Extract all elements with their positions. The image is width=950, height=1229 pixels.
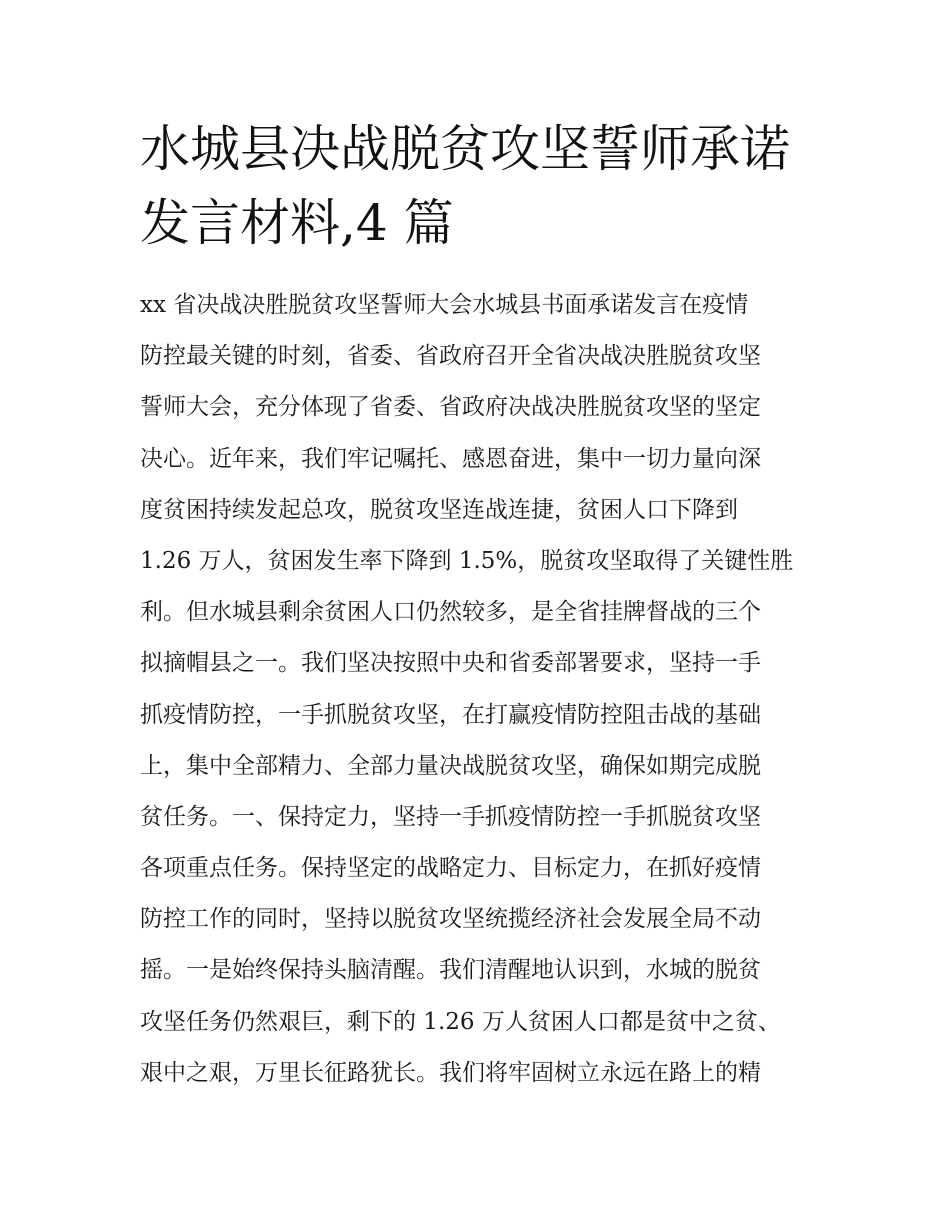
body-line: 防控工作的同时，坚持以脱贫攻坚统揽经济社会发展全局不动 <box>140 906 761 933</box>
document-title <box>140 112 820 260</box>
body-line: xx 省决战决胜脱贫攻坚誓师大会水城县书面承诺发言在疫情 <box>140 292 749 318</box>
document-body <box>140 280 812 1099</box>
body-line: 上，集中全部精力、全部力量决战脱贫攻坚，确保如期完成脱 <box>140 752 761 779</box>
body-line: 决心。近年来，我们牢记嘱托、感恩奋进，集中一切力量向深 <box>140 445 761 472</box>
body-line: 誓师大会，充分体现了省委、省政府决战决胜脱贫攻坚的坚定 <box>140 394 761 421</box>
body-line: 度贫困持续发起总攻，脱贫攻坚连战连捷，贫困人口下降到 <box>140 496 738 523</box>
body-line: 攻坚任务仍然艰巨，剩下的 1.26 万人贫困人口都是贫中之贫、 <box>140 1008 781 1035</box>
title-line-1: 水城县决战脱贫攻坚誓师承诺 <box>140 120 790 178</box>
body-line: 抓疫情防控，一手抓脱贫攻坚，在打赢疫情防控阻击战的基础 <box>140 701 761 728</box>
title-line-2: 发言材料,4 篇 <box>140 194 454 252</box>
body-line: 艰中之艰，万里长征路犹长。我们将牢固树立永远在路上的精 <box>140 1059 761 1086</box>
body-line: 防控最关键的时刻，省委、省政府召开全省决战决胜脱贫攻坚 <box>140 343 761 370</box>
body-line: 利。但水城县剩余贫困人口仍然较多，是全省挂牌督战的三个 <box>140 599 761 626</box>
body-line: 1.26 万人，贫困发生率下降到 1.5%，脱贫攻坚取得了关键性胜 <box>140 547 794 574</box>
body-line: 各项重点任务。保持坚定的战略定力、目标定力，在抓好疫情 <box>140 855 761 882</box>
body-line: 摇。一是始终保持头脑清醒。我们清醒地认识到，水城的脱贫 <box>140 957 761 984</box>
body-line: 拟摘帽县之一。我们坚决按照中央和省委部署要求，坚持一手 <box>140 650 761 677</box>
body-line: 贫任务。一、保持定力，坚持一手抓疫情防控一手抓脱贫攻坚 <box>140 803 761 830</box>
